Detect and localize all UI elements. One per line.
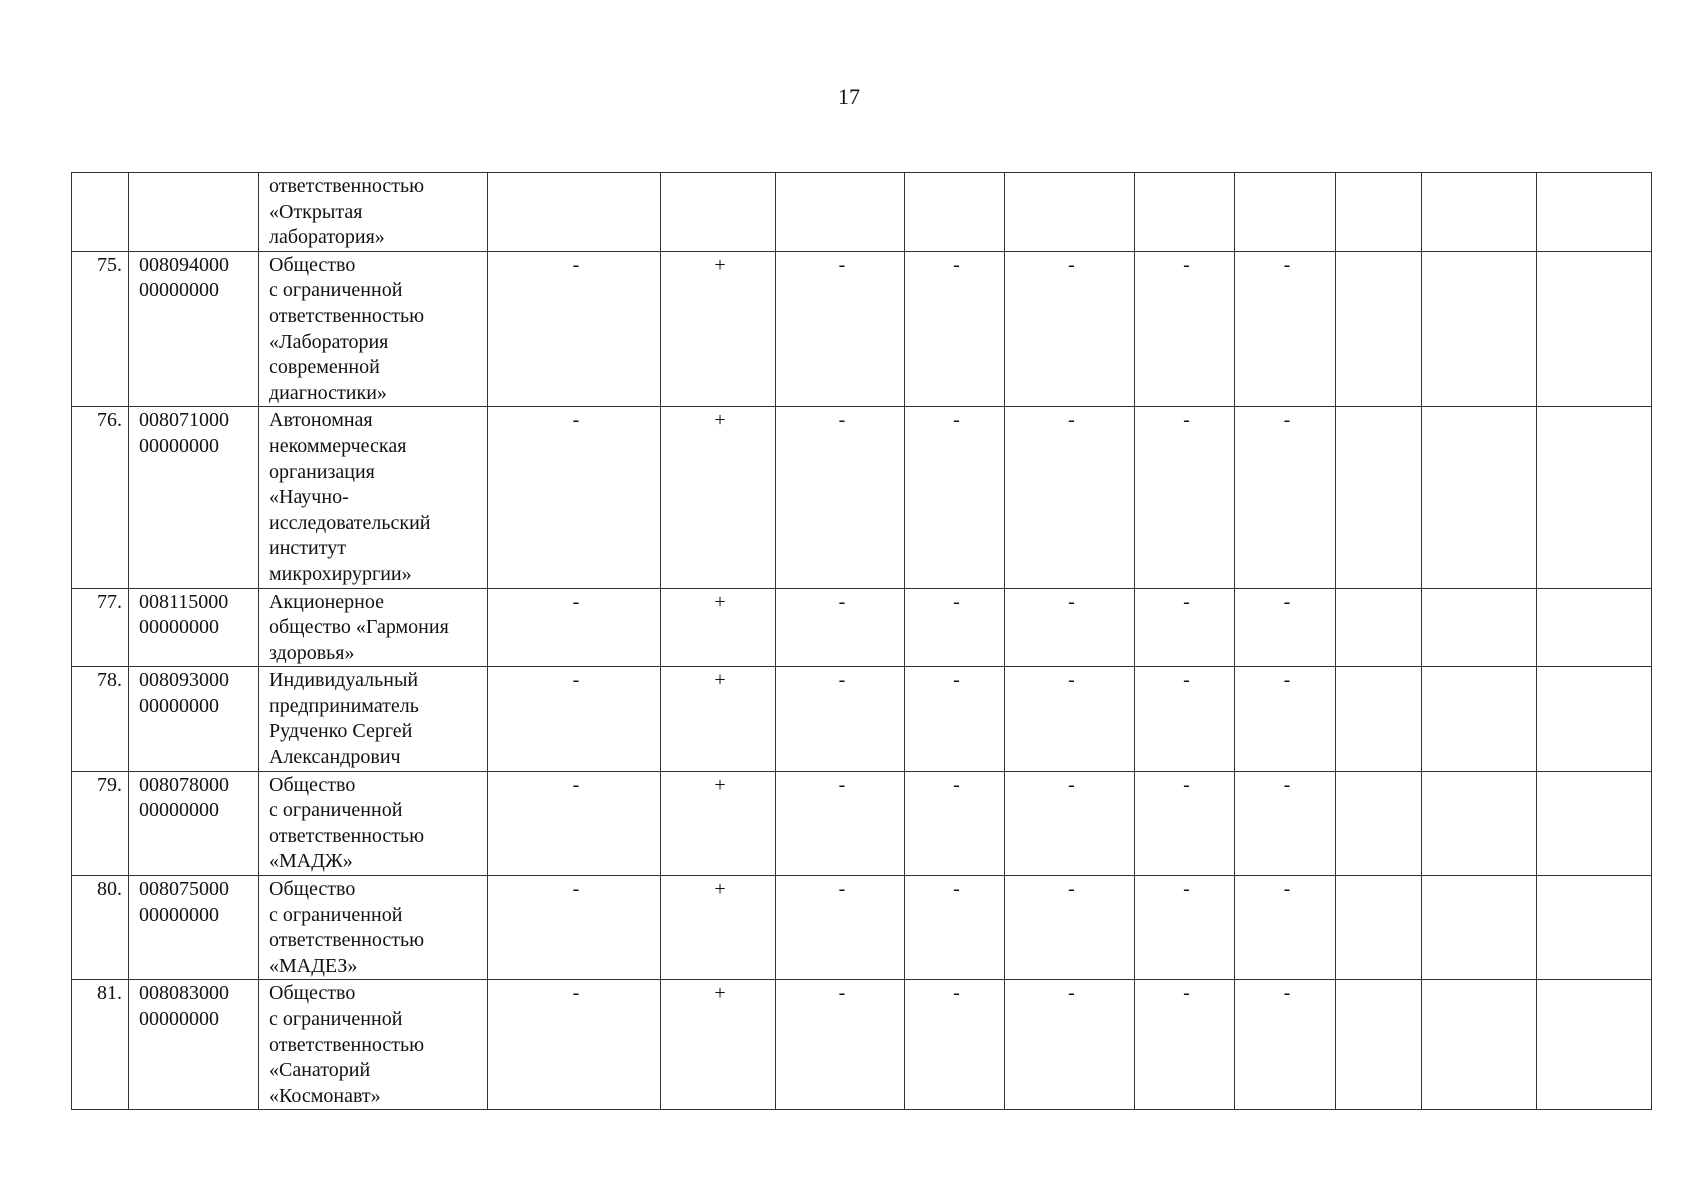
- mark-cell: -: [1235, 876, 1336, 980]
- organization-name: [259, 173, 488, 252]
- mark-cell: [1422, 667, 1537, 771]
- row-number: 78.: [72, 667, 129, 771]
- mark-cell: -: [905, 251, 1005, 407]
- mark-cell: [776, 173, 905, 252]
- mark-cell: -: [488, 980, 661, 1110]
- mark-cell: -: [488, 588, 661, 667]
- mark-cell: -: [905, 667, 1005, 771]
- mark-cell: -: [1135, 980, 1235, 1110]
- mark-cell: -: [905, 980, 1005, 1110]
- organization-code: [129, 588, 259, 667]
- mark-cell: +: [661, 407, 776, 588]
- mark-cell: -: [1005, 980, 1135, 1110]
- mark-cell: -: [488, 407, 661, 588]
- table-row: [72, 251, 1652, 407]
- organization-name-text: Автономная некоммерческая организация «Научно- исследовательский институт микрохирургии»: [269, 409, 431, 585]
- mark-cell: -: [776, 588, 905, 667]
- mark-cell: [1336, 771, 1422, 875]
- mark-cell: -: [1235, 407, 1336, 588]
- row-number: [72, 173, 129, 252]
- table-row: [72, 407, 1652, 588]
- mark-cell: -: [776, 407, 905, 588]
- mark-cell: -: [905, 407, 1005, 588]
- mark-cell: -: [905, 588, 1005, 667]
- mark-cell: [1422, 771, 1537, 875]
- mark-cell: -: [1005, 407, 1135, 588]
- table-row: [72, 876, 1652, 980]
- organization-name-text: Общество с ограниченной ответственностью «МАДЕЗ»: [269, 878, 425, 977]
- mark-cell: [1422, 407, 1537, 588]
- organization-name: [259, 588, 488, 667]
- mark-cell: +: [661, 980, 776, 1110]
- mark-cell: +: [661, 771, 776, 875]
- organization-name: [259, 667, 488, 771]
- mark-cell: -: [1005, 667, 1135, 771]
- mark-cell: +: [661, 667, 776, 771]
- mark-cell: -: [1135, 771, 1235, 875]
- organization-name-text: Общество с ограниченной ответственностью «Лаборатория современной диагностики»: [269, 253, 425, 404]
- row-number: 81.: [72, 980, 129, 1110]
- mark-cell: -: [1005, 876, 1135, 980]
- mark-cell: -: [1135, 407, 1235, 588]
- mark-cell: [1537, 251, 1652, 407]
- mark-cell: [488, 173, 661, 252]
- mark-cell: [661, 173, 776, 252]
- organization-name: [259, 251, 488, 407]
- mark-cell: +: [661, 588, 776, 667]
- mark-cell: [1336, 407, 1422, 588]
- organization-code: [129, 173, 259, 252]
- organization-name-text: Индивидуальный предприниматель Рудченко Сергей Александрович: [269, 669, 419, 769]
- mark-cell: -: [776, 876, 905, 980]
- mark-cell: -: [776, 980, 905, 1110]
- organization-code: [129, 980, 259, 1110]
- mark-cell: [1422, 980, 1537, 1110]
- mark-cell: -: [488, 876, 661, 980]
- mark-cell: +: [661, 876, 776, 980]
- organization-code: [129, 667, 259, 771]
- mark-cell: [1336, 251, 1422, 407]
- mark-cell: -: [776, 771, 905, 875]
- row-number: 80.: [72, 876, 129, 980]
- mark-cell: -: [905, 771, 1005, 875]
- mark-cell: -: [488, 667, 661, 771]
- mark-cell: [1537, 173, 1652, 252]
- mark-cell: -: [1135, 667, 1235, 771]
- mark-cell: -: [1235, 588, 1336, 667]
- code-line-2: 00000000: [139, 616, 219, 639]
- table-row: [72, 980, 1652, 1110]
- mark-cell: [905, 173, 1005, 252]
- mark-cell: [1537, 407, 1652, 588]
- row-number: 76.: [72, 407, 129, 588]
- mark-cell: -: [1235, 771, 1336, 875]
- page-number: 17: [838, 84, 860, 109]
- mark-cell: [1537, 980, 1652, 1110]
- mark-cell: -: [905, 876, 1005, 980]
- code-line-2: 00000000: [139, 694, 219, 717]
- row-number: 79.: [72, 771, 129, 875]
- organization-name: [259, 876, 488, 980]
- organization-code: [129, 251, 259, 407]
- organization-name-text: ответственностью «Открытая лаборатория»: [269, 175, 425, 249]
- code-line-1: 008075000: [139, 878, 229, 901]
- mark-cell: -: [1005, 588, 1135, 667]
- mark-cell: -: [1235, 667, 1336, 771]
- mark-cell: -: [1135, 876, 1235, 980]
- mark-cell: [1336, 588, 1422, 667]
- organization-name-text: Общество с ограниченной ответственностью «Санаторий «Космонавт»: [269, 982, 425, 1107]
- mark-cell: [1422, 876, 1537, 980]
- mark-cell: [1135, 173, 1235, 252]
- organization-code: [129, 876, 259, 980]
- code-line-2: 00000000: [139, 279, 219, 302]
- mark-cell: -: [488, 251, 661, 407]
- code-line-2: 00000000: [139, 434, 219, 457]
- mark-cell: [1537, 667, 1652, 771]
- code-line-1: 008115000: [139, 590, 229, 613]
- organization-name-text: Акционерное общество «Гармония здоровья»: [269, 590, 449, 664]
- mark-cell: [1336, 667, 1422, 771]
- mark-cell: -: [488, 771, 661, 875]
- mark-cell: [1336, 876, 1422, 980]
- mark-cell: [1537, 771, 1652, 875]
- organization-name: [259, 407, 488, 588]
- row-number: 75.: [72, 251, 129, 407]
- code-line-2: 00000000: [139, 1008, 219, 1030]
- registry-table: [71, 172, 1652, 1110]
- mark-cell: +: [661, 251, 776, 407]
- mark-cell: -: [1135, 251, 1235, 407]
- mark-cell: [1336, 173, 1422, 252]
- organization-name-text: Общество с ограниченной ответственностью «МАДЖ»: [269, 773, 425, 873]
- table-row: [72, 588, 1652, 667]
- code-line-1: 008093000: [139, 669, 229, 692]
- code-line-1: 008083000: [139, 982, 229, 1005]
- code-line-1: 008071000: [139, 409, 229, 432]
- mark-cell: -: [1005, 251, 1135, 407]
- mark-cell: [1422, 588, 1537, 667]
- table-row: [72, 667, 1652, 771]
- mark-cell: [1235, 173, 1336, 252]
- code-line-1: 008078000: [139, 773, 229, 796]
- mark-cell: -: [1005, 771, 1135, 875]
- table-row: [72, 173, 1652, 252]
- mark-cell: [1422, 251, 1537, 407]
- organization-name: [259, 980, 488, 1110]
- mark-cell: -: [1235, 251, 1336, 407]
- mark-cell: -: [776, 667, 905, 771]
- code-line-1: 008094000: [139, 253, 229, 276]
- mark-cell: [1005, 173, 1135, 252]
- code-line-2: 00000000: [139, 903, 219, 926]
- organization-code: [129, 407, 259, 588]
- mark-cell: [1422, 173, 1537, 252]
- mark-cell: [1336, 980, 1422, 1110]
- mark-cell: [1537, 588, 1652, 667]
- mark-cell: -: [1235, 980, 1336, 1110]
- mark-cell: -: [776, 251, 905, 407]
- organization-name: [259, 771, 488, 875]
- row-number: 77.: [72, 588, 129, 667]
- organization-code: [129, 771, 259, 875]
- code-line-2: 00000000: [139, 799, 219, 822]
- table-row: [72, 771, 1652, 875]
- mark-cell: [1537, 876, 1652, 980]
- mark-cell: -: [1135, 588, 1235, 667]
